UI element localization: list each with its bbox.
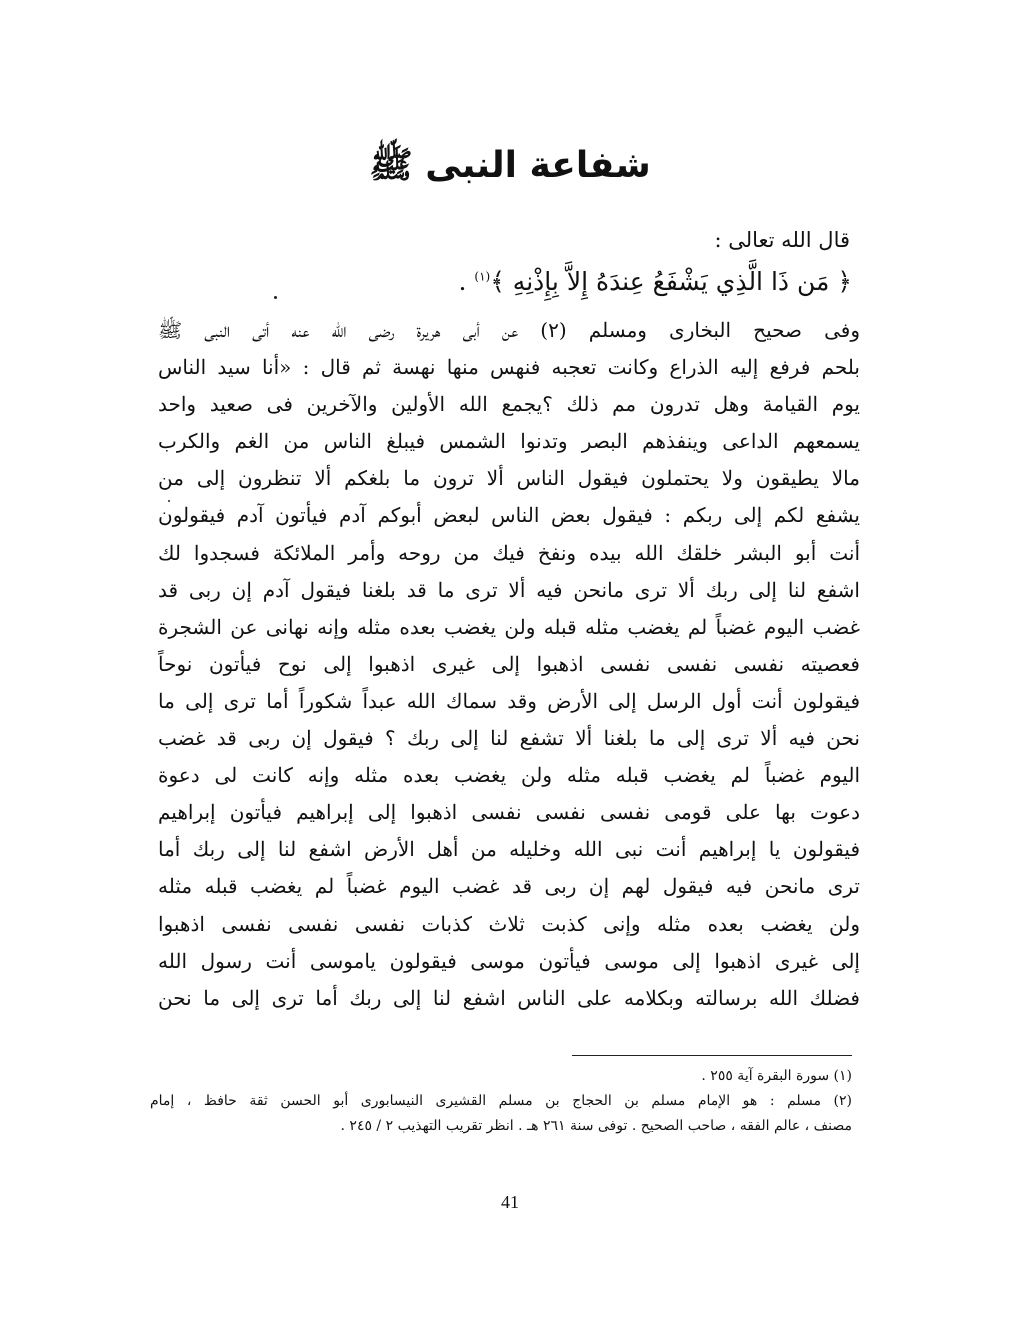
text-line: وفى صحيح البخارى ومسلم (٢) عن أبى هريرة رضى الله عنه أتى النبى ﷺ	[158, 318, 860, 342]
footnotes	[150, 1064, 852, 1139]
hadith-text	[158, 312, 860, 1017]
text-line: يشفع لكم إلى ربكم : فيقول بعض الناس لبعض أبوكم آدم فيأتون آدم فيقولون	[158, 503, 860, 528]
text-line: إلى غيرى اذهبوا إلى موسى فيأتون موسى فيقولون ياموسى أنت رسول الله	[158, 948, 860, 973]
scan-speck	[274, 296, 277, 299]
scan-speck	[168, 500, 170, 502]
intro-line: قال الله تعالى :	[714, 228, 850, 252]
text-line: ولن يغضب بعده مثله وإنى كذبت ثلاث كذبات نفسى نفسى نفسى اذهبوا	[158, 911, 860, 936]
text-line: بلحم فرفع إليه الذراع وكانت تعجبه فنهس منها نهسة ثم قال : «أنا سيد الناس	[158, 355, 860, 380]
text-line: اشفع لنا إلى ربك ألا ترى مانحن فيه ألا ترى ما قد بلغنا فيقول آدم إن ربى قد	[158, 577, 860, 602]
page-number: 41	[501, 1192, 519, 1212]
footnote-separator	[572, 1055, 852, 1056]
footnote-2: (٢) مسلم : هو الإمام مسلم بن الحجاج بن مسلم القشيرى النيسابورى أبو الحسن ثقة حافظ ، إمام	[150, 1093, 852, 1109]
verse-footnote-ref: (١)	[474, 269, 491, 284]
text-line: مالا يطيقون ولا يحتملون فيقول الناس ألا ترون ما بلغكم ألا تنظرون إلى من	[158, 466, 860, 491]
text-line: يسمعهم الداعى وينفذهم البصر وتدنوا الشمس فيبلغ الناس من الغم والكرب	[158, 429, 860, 454]
verse-text: ﴿ مَن ذَا الَّذِي يَشْفَعُ عِندَهُ إِلاَّ بِإِذْنِهِ ﴾	[490, 267, 852, 296]
text-line: فيقولون أنت أول الرسل إلى الأرض وقد سماك الله عبداً شكوراً أما ترى إلى ما	[158, 688, 860, 713]
text-line: فيقولون يا إبراهيم أنت نبى الله وخليله من أهل الأرض اشفع لنا إلى ربك أما	[158, 837, 860, 862]
text-line: اليوم غضباً لم يغضب قبله مثله ولن يغضب بعده مثله وإنه كانت لى دعوة	[158, 763, 860, 788]
footnote-2-continued: مصنف ، عالم الفقه ، صاحب الصحيح . توفى سنة ٢٦١ هـ . انظر تقريب التهذيب ٢ / ٢٤٥ .	[340, 1118, 852, 1134]
text-line: فضلك الله برسالته وبكلامه على الناس اشفع لنا إلى ربك أما ترى إلى ما نحن	[158, 985, 860, 1010]
footnote-1: (١) سورة البقرة آية ٢٥٥ .	[701, 1068, 852, 1084]
text-line: نحن فيه ألا ترى إلى ما بلغنا ألا تشفع لنا إلى ربك ؟ فيقول إن ربى قد غضب	[158, 726, 860, 751]
quran-verse: ﴿ مَن ذَا الَّذِي يَشْفَعُ عِندَهُ إِلاَّ بِإِذْنِهِ ﴾$^{(١)}$ .	[458, 267, 852, 296]
text-line: ترى مانحن فيه فيقول لهم إن ربى قد غضب اليوم غضباً لم يغضب قبله مثله	[158, 874, 860, 899]
text-line: غضب اليوم غضباً لم يغضب مثله قبله ولن يغضب بعده مثله وإنه نهانى عن الشجرة	[158, 614, 860, 639]
text-line: يوم القيامة وهل تدرون مم ذلك ؟يجمع الله الأولين والآخرين فى صعيد واحد	[158, 392, 860, 417]
text-line: أنت أبو البشر خلقك الله بيده ونفخ فيك من روحه وأمر الملائكة فسجدوا لك	[158, 540, 860, 565]
text-line: فعصيته نفسى نفسى نفسى اذهبوا إلى غيرى اذهبوا إلى نوح فيأتون نوحاً	[158, 651, 860, 676]
text-line: دعوت بها على قومى نفسى نفسى نفسى اذهبوا إلى إبراهيم فيأتون إبراهيم	[158, 800, 860, 825]
page-title: شفاعة النبى ﷺ	[369, 145, 651, 186]
